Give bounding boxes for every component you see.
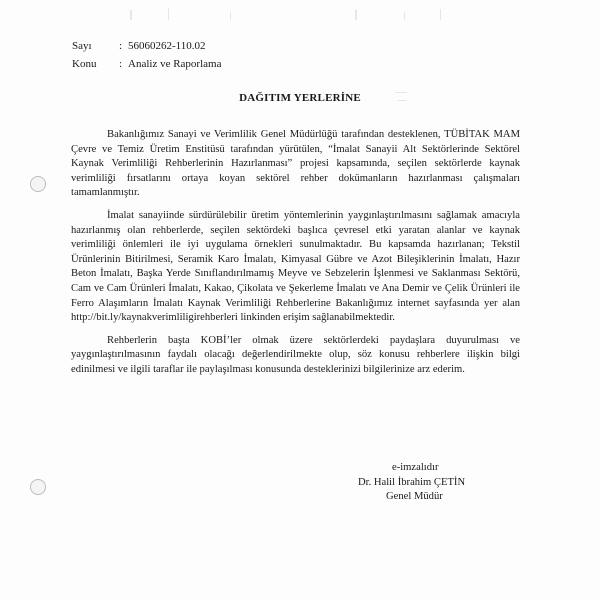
separator-colon: : (119, 58, 123, 70)
signatory-position: Genel Müdür (386, 491, 443, 503)
reference-row (72, 37, 221, 55)
document-title: DAĞITIM YERLERİNE (239, 92, 361, 104)
paragraph: İmalat sanayiinde sürdürülebilir üretim yöntemlerinin yaygınlaştırılmasını sağlamak amacıyla hazırlanmış olan rehberlerde, seçilen sektördeki başlıca çevresel etki yaratan alanlar ve kaynak verimliliği önlemleri ile iyi uygulama örnekleri sunulmaktadır. Bu kapsamda hazırlanan; Tekstil Ürünlerinin Bitirilmesi, Seramik Karo İmalatı, Kimyasal Gübre ve Azot Bileşiklerinin İmalatı, Hazır Beton İmalatı, Başka Yerde Sınıflandırılmamış Meyve ve Sebzelerin İşlenmesi ve Saklanması Sektörü, Cam ve Cam Ürünleri İmalatı, Kakao, Çikolata ve Şekerleme İmalatı ve Ana Demir ve Çelik Ürünleri ile Ferro Alaşımların İmalatı Kaynak Verimliliği Rehberlerine Bakanlığımız internet sayfasında yer alan http://bit.ly/kaynakverimliligirehberleri linkinden erişim sağlanabilmektedir. (71, 209, 520, 324)
signatory-name: Dr. Halil İbrahim ÇETİN (358, 476, 466, 488)
paragraph: Rehberlerin başta KOBİ’ler olmak üzere sektörlerdeki paydaşlara duyurulması ve yaygınlaştırılmasının faydalı olacağı değerlendirilmekte olup, söz konusu rehberlere ilişkin bilgi edinilmesi ve ilgili taraflar ile paylaşılması konusunda desteklerinizi bilgilerinize arz ederim. (71, 334, 520, 375)
reference-value: 56060262-110.02 (128, 40, 206, 52)
letter-body (71, 128, 520, 386)
scan-artifact (130, 10, 132, 20)
punch-hole-mark (30, 479, 46, 495)
e-signature-note: e-imzalıdır (392, 462, 439, 473)
subject-label: Konu (72, 58, 97, 70)
subject-value: Analiz ve Raporlama (128, 58, 222, 70)
scan-artifact (168, 8, 169, 20)
scan-artifact (355, 10, 357, 20)
signature-block (358, 461, 465, 505)
separator-colon: : (119, 40, 123, 52)
subject-row (72, 55, 221, 73)
scan-artifact (230, 12, 231, 20)
scan-artifact (440, 9, 441, 20)
scan-artifact (404, 12, 405, 20)
reference-label: Sayı (72, 40, 92, 52)
paragraph: Bakanlığımız Sanayi ve Verimlilik Genel Müdürlüğü tarafından desteklenen, TÜBİTAK MAM Çevre ve Temiz Üretim Enstitüsü tarafından yürütülen, “İmalat Sanayii Alt Sektörlerinde Sektörel Kaynak Verimliliği Rehberlerinin Hazırlanması” projesi kapsamında, seçilen sektörlerde kaynak verimliliği fırsatlarını ortaya koyan sektörel rehber dokümanların hazırlanması çalışmaları tamamlanmıştır. (71, 129, 520, 199)
document-header (72, 37, 221, 73)
punch-hole-mark (30, 176, 46, 192)
